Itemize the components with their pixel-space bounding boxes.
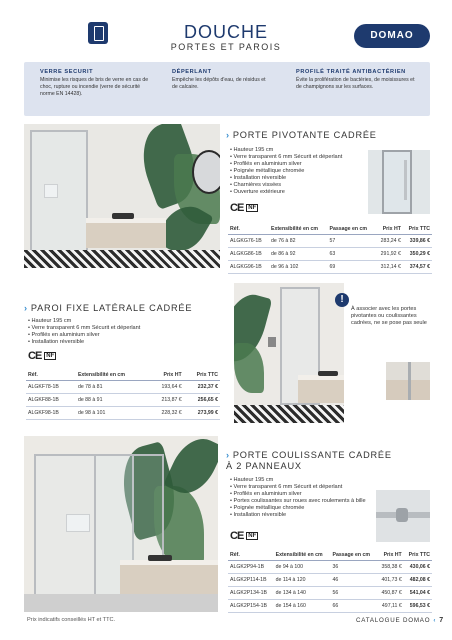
- col-prix-ttc: Prix TTC: [404, 550, 432, 561]
- bullet-item: • Charnières vissées: [230, 182, 370, 189]
- chevron-right-icon: ›: [226, 450, 230, 460]
- col-ref: Réf.: [228, 224, 269, 235]
- photo-detail-roulette: [376, 490, 430, 542]
- table-pivotante: [228, 224, 432, 274]
- table-row: ALGKF88-1B de 88 à 91 213,87 € 256,65 €: [26, 394, 220, 407]
- feature-text: Évite la prolifération de bactéries, de moisissures et de champignons sur les surfaces.: [296, 77, 415, 90]
- section-title-text-line2: À 2 PANNEAUX: [226, 461, 302, 471]
- photo-porte-pivotante: [24, 124, 220, 268]
- table-header-row: [26, 370, 220, 381]
- chevron-right-icon: ›: [226, 130, 230, 140]
- footer-note: Prix indicatifs conseillés HT et TTC.: [27, 617, 116, 623]
- photo-detail-charniere: [368, 150, 430, 214]
- col-prix-ht: Prix HT: [377, 550, 404, 561]
- bullet-item: • Ouverture extérieure: [230, 189, 370, 196]
- section-title-text: PAROI FIXE LATÉRALE CADRÉE: [30, 303, 193, 313]
- table-row: ALGKG86-1B de 86 à 92 63 291,92 € 350,29 €: [228, 248, 432, 261]
- notice-text: À associer avec les portes pivotantes ou coulissantes cadrées, ne se pose pas seule: [351, 306, 427, 326]
- bullet-item: • Hauteur 195 cm: [28, 318, 208, 325]
- bullets-coulissante: [230, 477, 370, 519]
- table-row: ALGK2P134-1B de 134 à 140 56 450,87 € 541,04 €: [228, 587, 432, 600]
- section-title-coulissante: [226, 450, 392, 472]
- bullets-pivotante: [230, 147, 370, 196]
- table-row: ALGKF78-1B de 78 à 81 193,64 € 232,37 €: [26, 381, 220, 394]
- bullet-item: • Profilés en aluminium silver: [230, 491, 370, 498]
- table-coulissante: [228, 550, 432, 613]
- col-ref: Réf.: [228, 550, 274, 561]
- chevron-right-icon: ›: [24, 303, 28, 313]
- bullet-item: • Verre transparent 6 mm Sécurit et déperlant: [230, 154, 370, 161]
- features-band: [24, 62, 430, 116]
- section-title-text: PORTE COULISSANTE CADRÉE: [232, 450, 392, 460]
- bullet-item: • Poignée métallique chromée: [230, 505, 370, 512]
- col-prix-ht: Prix HT: [375, 224, 403, 235]
- bullets-fixe: [28, 318, 208, 346]
- table-fixe: [26, 370, 220, 420]
- bullet-item: • Installation réversible: [230, 175, 370, 182]
- bullet-item: • Hauteur 195 cm: [230, 147, 370, 154]
- photo-porte-coulissante: [24, 436, 218, 612]
- table-row: ALGKF98-1B de 98 à 101 228,32 € 273,99 €: [26, 407, 220, 420]
- bullet-item: • Profilés en aluminium silver: [28, 332, 208, 339]
- table-header-row: [228, 550, 432, 561]
- page-number: 7: [439, 617, 444, 624]
- bullet-item: • Portes coulissantes sur roues avec roulements à bille: [230, 498, 370, 505]
- col-extensibilite: Extensibilité en cm: [76, 370, 149, 381]
- photo-detail-fixation: [386, 362, 430, 400]
- page-subtitle: PORTES ET PAROIS: [170, 42, 282, 52]
- feature-verre-securit: [40, 69, 150, 98]
- bullet-item: • Verre transparent 6 mm Sécurit et déperlant: [230, 484, 370, 491]
- table-row: ALGKG76-1B de 76 à 82 57 283,24 € 339,86 €: [228, 235, 432, 248]
- bullet-item: • Installation réversible: [28, 339, 208, 346]
- table-row: ALGKG96-1B de 96 à 102 69 312,14 € 374,57 €: [228, 261, 432, 274]
- feature-deperlant: [172, 69, 272, 91]
- table-row: ALGK2P114-1B de 114 à 120 46 401,73 € 482,08 €: [228, 574, 432, 587]
- section-title-text: PORTE PIVOTANTE CADRÉE: [232, 130, 377, 140]
- chevron-left-icon: ‹: [433, 617, 437, 624]
- col-prix-ttc: Prix TTC: [403, 224, 432, 235]
- table-header-row: [228, 224, 432, 235]
- bullet-item: • Hauteur 195 cm: [230, 477, 370, 484]
- bullet-item: • Verre transparent 6 mm Sécurit et déperlant: [28, 325, 208, 332]
- page-title: DOUCHE: [183, 22, 268, 42]
- footer-catalogue: CATALOGUE DOMAO ‹ 7: [356, 617, 444, 624]
- photo-paroi-fixe: [234, 283, 344, 423]
- section-title-pivotante: [226, 130, 377, 141]
- ce-nf-mark: CE NF: [230, 530, 257, 542]
- col-prix-ht: Prix HT: [149, 370, 184, 381]
- table-row: ALGK2P154-1B de 154 à 160 66 497,11 € 596,53 €: [228, 600, 432, 613]
- col-ref: Réf.: [26, 370, 76, 381]
- bullet-item: • Installation réversible: [230, 512, 370, 519]
- ce-nf-mark: CE NF: [230, 202, 257, 214]
- col-prix-ttc: Prix TTC: [184, 370, 220, 381]
- feature-antibacterien: [296, 69, 421, 91]
- section-title-fixe: [24, 303, 192, 314]
- feature-text: Minimise les risques de bris de verre en cas de choc, rupture ou incendie (verre de sécurité norme EN 14428).: [40, 77, 149, 97]
- bullet-item: • Profilés en aluminium silver: [230, 161, 370, 168]
- feature-title: DÉPERLANT: [172, 69, 212, 75]
- col-extensibilite: Extensibilité en cm: [274, 550, 331, 561]
- feature-title: VERRE SECURIT: [40, 69, 94, 75]
- warning-icon: !: [335, 293, 349, 307]
- col-passage: Passage en cm: [330, 550, 376, 561]
- table-row: ALGK2P94-1B de 94 à 100 36 358,38 € 430,06 €: [228, 561, 432, 574]
- ce-nf-mark: CE NF: [28, 350, 55, 362]
- bullet-item: • Poignée métallique chromée: [230, 168, 370, 175]
- domao-logo: DOMAO: [354, 24, 430, 48]
- feature-text: Empêche les dépôts d'eau, de résidus et de calcaire.: [172, 77, 266, 90]
- feature-title: PROFILÉ TRAITÉ ANTIBACTÉRIEN: [296, 69, 406, 75]
- col-extensibilite: Extensibilité en cm: [269, 224, 328, 235]
- col-passage: Passage en cm: [328, 224, 376, 235]
